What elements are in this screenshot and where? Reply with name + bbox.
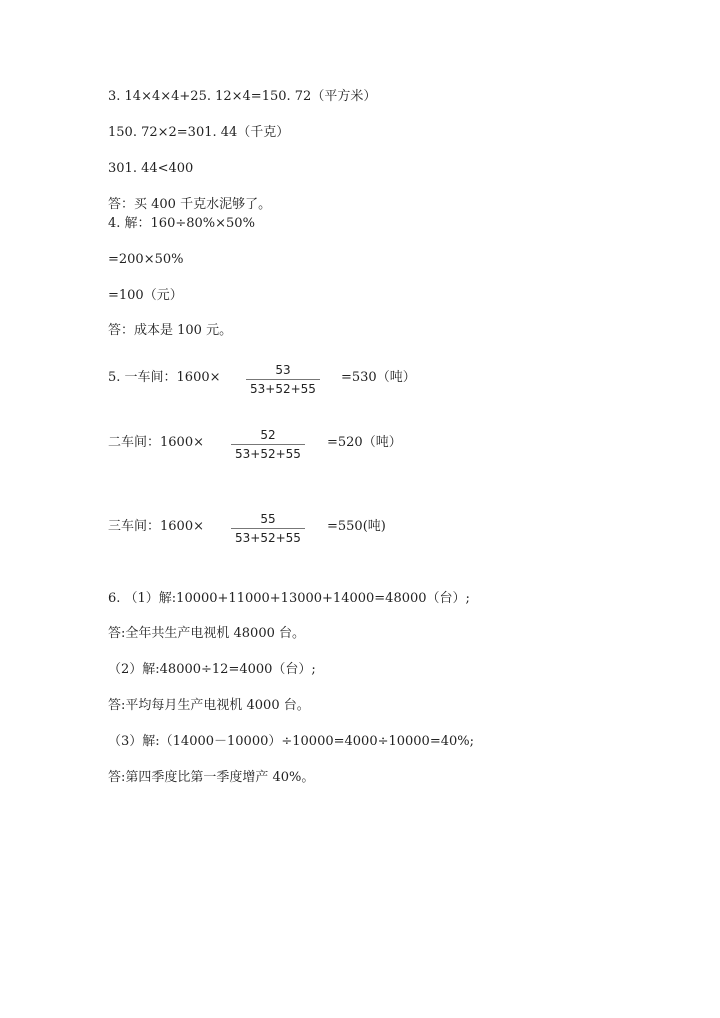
q3-answer: 答：买 400 千克水泥够了。	[108, 197, 272, 212]
q4-line3: =100（元）	[108, 288, 183, 303]
q5-row-result: =520（吨）	[327, 435, 402, 450]
q4-line1: 4. 解：160÷80%×50%	[108, 216, 255, 231]
q5-fraction	[231, 512, 305, 546]
q4-line2: =200×50%	[108, 252, 184, 267]
q4-answer: 答：成本是 100 元。	[108, 323, 233, 338]
fraction-numerator: 55	[260, 512, 276, 526]
fraction-bar	[231, 444, 305, 445]
q6-line2: （2）解:48000÷12=4000（台）;	[108, 662, 316, 677]
q6-line1: 6. （1）解:10000+11000+13000+14000=48000（台）;	[108, 591, 470, 606]
q5-fraction	[246, 363, 320, 397]
fraction-denominator: 53+52+55	[235, 531, 301, 545]
fraction-bar	[246, 379, 320, 380]
fraction-bar	[231, 528, 305, 529]
q3-line2: 150. 72×2=301. 44（千克）	[108, 125, 290, 140]
q5-row-result: =530（吨）	[341, 370, 416, 385]
q5-row-label: 5. 一车间：1600×	[108, 370, 221, 385]
fraction-numerator: 53	[275, 363, 291, 377]
q3-line3: 301. 44<400	[108, 161, 194, 176]
q6-answer2: 答:平均每月生产电视机 4000 台。	[108, 698, 310, 713]
q5-row-label: 三车间：1600×	[108, 519, 204, 534]
fraction-denominator: 53+52+55	[235, 447, 301, 461]
q6-answer1: 答:全年共生产电视机 48000 台。	[108, 626, 305, 641]
q6-line3: （3）解:（14000－10000）÷10000=4000÷10000=40%;	[108, 734, 474, 749]
fraction-denominator: 53+52+55	[250, 382, 316, 396]
q5-row-result: =550(吨)	[327, 519, 386, 534]
q5-fraction	[231, 428, 305, 462]
q5-row-label: 二车间：1600×	[108, 435, 204, 450]
fraction-numerator: 52	[260, 428, 276, 442]
q6-answer3: 答:第四季度比第一季度增产 40%。	[108, 770, 315, 785]
q3-line1: 3. 14×4×4+25. 12×4=150. 72（平方米）	[108, 89, 377, 104]
